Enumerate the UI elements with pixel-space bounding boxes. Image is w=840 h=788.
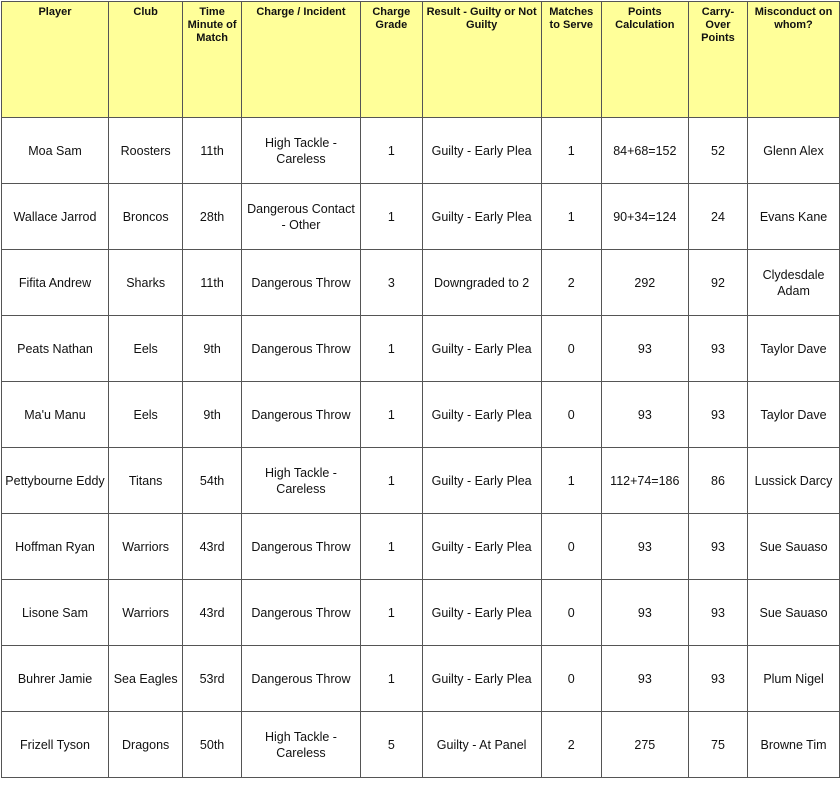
cell-result: Guilty - Early Plea — [422, 118, 541, 184]
cell-club: Sea Eagles — [108, 646, 182, 712]
cell-player: Buhrer Jamie — [2, 646, 109, 712]
table-row — [2, 580, 840, 646]
cell-time: 50th — [183, 712, 242, 778]
cell-club: Broncos — [108, 184, 182, 250]
header-charge-incident: Charge / Incident — [241, 2, 360, 118]
cell-club: Warriors — [108, 514, 182, 580]
header-misconduct-on-whom: Misconduct on whom? — [748, 2, 840, 118]
cell-time: 53rd — [183, 646, 242, 712]
cell-grade: 1 — [361, 580, 422, 646]
cell-misconduct: Taylor Dave — [748, 382, 840, 448]
cell-result: Guilty - At Panel — [422, 712, 541, 778]
cell-time: 11th — [183, 250, 242, 316]
cell-matches: 1 — [541, 184, 601, 250]
cell-grade: 1 — [361, 448, 422, 514]
cell-charge: High Tackle - Careless — [241, 118, 360, 184]
cell-charge: Dangerous Throw — [241, 646, 360, 712]
header-charge-grade: Charge Grade — [361, 2, 422, 118]
cell-misconduct: Sue Sauaso — [748, 580, 840, 646]
cell-misconduct: Plum Nigel — [748, 646, 840, 712]
cell-player: Hoffman Ryan — [2, 514, 109, 580]
table-row — [2, 382, 840, 448]
cell-club: Dragons — [108, 712, 182, 778]
cell-result: Guilty - Early Plea — [422, 184, 541, 250]
cell-points: 93 — [601, 382, 688, 448]
cell-misconduct: Lussick Darcy — [748, 448, 840, 514]
cell-carry-over: 93 — [688, 514, 747, 580]
table-row — [2, 448, 840, 514]
cell-charge: High Tackle - Careless — [241, 712, 360, 778]
cell-player: Fifita Andrew — [2, 250, 109, 316]
cell-result: Guilty - Early Plea — [422, 316, 541, 382]
header-matches-to-serve: Matches to Serve — [541, 2, 601, 118]
cell-player: Wallace Jarrod — [2, 184, 109, 250]
cell-grade: 1 — [361, 382, 422, 448]
cell-player: Ma'u Manu — [2, 382, 109, 448]
cell-matches: 1 — [541, 118, 601, 184]
cell-points: 93 — [601, 514, 688, 580]
table-body — [2, 118, 840, 778]
cell-result: Downgraded to 2 — [422, 250, 541, 316]
cell-points: 93 — [601, 580, 688, 646]
cell-result: Guilty - Early Plea — [422, 448, 541, 514]
cell-misconduct: Browne Tim — [748, 712, 840, 778]
cell-points: 93 — [601, 316, 688, 382]
cell-club: Eels — [108, 316, 182, 382]
table-row — [2, 316, 840, 382]
cell-matches: 2 — [541, 712, 601, 778]
cell-grade: 3 — [361, 250, 422, 316]
cell-club: Eels — [108, 382, 182, 448]
cell-carry-over: 93 — [688, 382, 747, 448]
cell-time: 9th — [183, 316, 242, 382]
cell-player: Frizell Tyson — [2, 712, 109, 778]
cell-charge: Dangerous Throw — [241, 514, 360, 580]
cell-matches: 0 — [541, 514, 601, 580]
cell-club: Titans — [108, 448, 182, 514]
cell-points: 112+74=186 — [601, 448, 688, 514]
table-row — [2, 118, 840, 184]
cell-charge: Dangerous Throw — [241, 250, 360, 316]
cell-carry-over: 75 — [688, 712, 747, 778]
cell-grade: 1 — [361, 118, 422, 184]
cell-misconduct: Evans Kane — [748, 184, 840, 250]
table-row — [2, 646, 840, 712]
cell-club: Sharks — [108, 250, 182, 316]
cell-charge: Dangerous Throw — [241, 316, 360, 382]
cell-grade: 1 — [361, 316, 422, 382]
header-result: Result - Guilty or Not Guilty — [422, 2, 541, 118]
cell-player: Lisone Sam — [2, 580, 109, 646]
cell-matches: 0 — [541, 316, 601, 382]
cell-points: 84+68=152 — [601, 118, 688, 184]
cell-grade: 5 — [361, 712, 422, 778]
cell-carry-over: 24 — [688, 184, 747, 250]
cell-matches: 0 — [541, 646, 601, 712]
cell-matches: 2 — [541, 250, 601, 316]
cell-grade: 1 — [361, 514, 422, 580]
cell-misconduct: Sue Sauaso — [748, 514, 840, 580]
cell-matches: 0 — [541, 580, 601, 646]
cell-misconduct: Taylor Dave — [748, 316, 840, 382]
table-row — [2, 250, 840, 316]
cell-misconduct: Glenn Alex — [748, 118, 840, 184]
cell-misconduct: Clydesdale Adam — [748, 250, 840, 316]
cell-time: 11th — [183, 118, 242, 184]
cell-club: Warriors — [108, 580, 182, 646]
header-row — [2, 2, 840, 118]
cell-carry-over: 92 — [688, 250, 747, 316]
cell-carry-over: 93 — [688, 316, 747, 382]
header-club: Club — [108, 2, 182, 118]
table-row — [2, 514, 840, 580]
cell-carry-over: 93 — [688, 580, 747, 646]
header-carry-over-points: Carry-Over Points — [688, 2, 747, 118]
cell-charge: High Tackle - Careless — [241, 448, 360, 514]
cell-points: 275 — [601, 712, 688, 778]
cell-carry-over: 93 — [688, 646, 747, 712]
cell-time: 43rd — [183, 514, 242, 580]
cell-time: 43rd — [183, 580, 242, 646]
cell-charge: Dangerous Contact - Other — [241, 184, 360, 250]
cell-result: Guilty - Early Plea — [422, 580, 541, 646]
cell-matches: 0 — [541, 382, 601, 448]
cell-carry-over: 52 — [688, 118, 747, 184]
cell-player: Moa Sam — [2, 118, 109, 184]
cell-matches: 1 — [541, 448, 601, 514]
cell-points: 90+34=124 — [601, 184, 688, 250]
cell-player: Pettybourne Eddy — [2, 448, 109, 514]
judiciary-results-table — [1, 1, 840, 778]
header-time-minute: Time Minute of Match — [183, 2, 242, 118]
cell-time: 9th — [183, 382, 242, 448]
header-player: Player — [2, 2, 109, 118]
cell-charge: Dangerous Throw — [241, 580, 360, 646]
cell-carry-over: 86 — [688, 448, 747, 514]
cell-time: 54th — [183, 448, 242, 514]
cell-player: Peats Nathan — [2, 316, 109, 382]
table-row — [2, 712, 840, 778]
cell-points: 93 — [601, 646, 688, 712]
cell-result: Guilty - Early Plea — [422, 382, 541, 448]
cell-points: 292 — [601, 250, 688, 316]
header-points-calculation: Points Calculation — [601, 2, 688, 118]
table-row — [2, 184, 840, 250]
cell-result: Guilty - Early Plea — [422, 646, 541, 712]
cell-charge: Dangerous Throw — [241, 382, 360, 448]
cell-time: 28th — [183, 184, 242, 250]
cell-grade: 1 — [361, 646, 422, 712]
cell-grade: 1 — [361, 184, 422, 250]
cell-result: Guilty - Early Plea — [422, 514, 541, 580]
cell-club: Roosters — [108, 118, 182, 184]
